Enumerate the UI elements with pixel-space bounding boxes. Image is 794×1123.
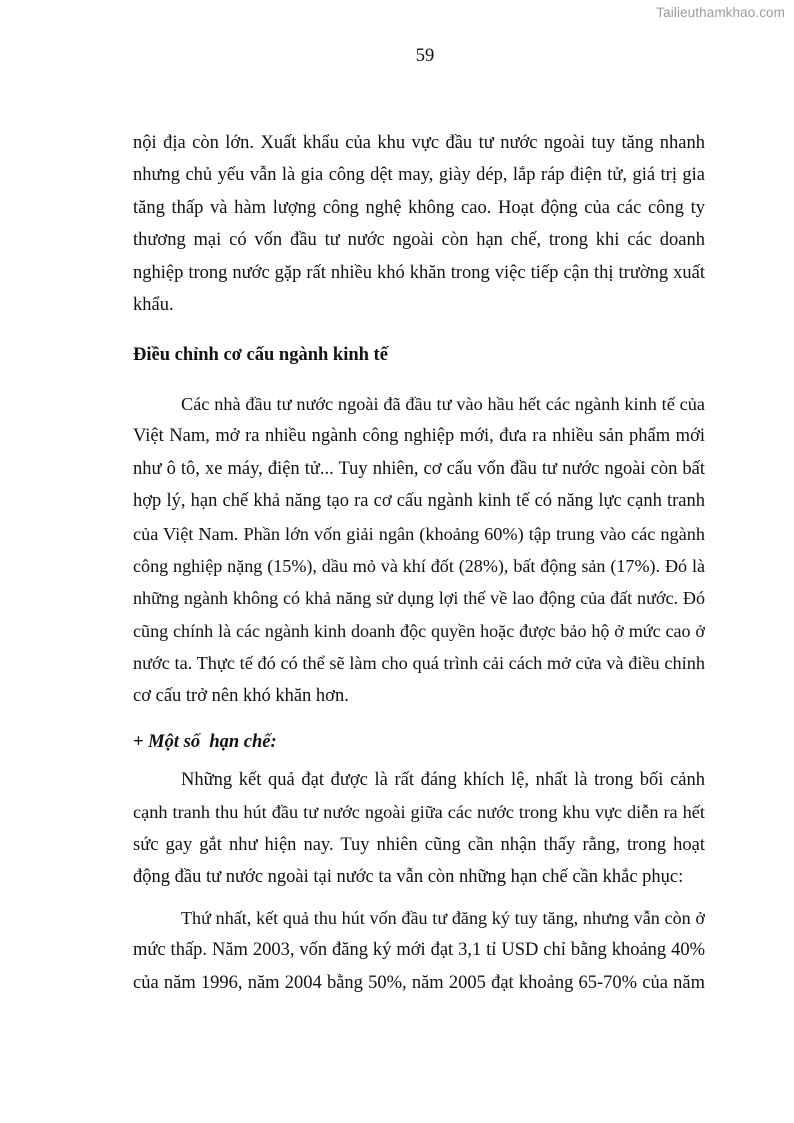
paragraph-line: hợp lý, hạn chế khả năng tạo ra cơ cấu ngành kinh tế có năng lực cạnh tranh xyxy=(133,491,705,512)
watermark-text: Tailieuthamkhao.com xyxy=(656,5,785,20)
paragraph xyxy=(133,388,705,712)
paragraph-line: động đầu tư nước ngoài tại nước ta vẫn còn những hạn chế cần khắc phục: xyxy=(133,867,684,888)
paragraph-line: của Việt Nam. Phần lớn vốn giải ngân (khoảng 60%) tập trung vào các ngành xyxy=(133,523,705,544)
paragraph-line: như ô tô, xe máy, điện tử... Tuy nhiên, cơ cấu vốn đầu tư nước ngoài còn bất xyxy=(133,458,705,479)
paragraph-line: cũng chính là các ngành kinh doanh độc quyền hoặc được bảo hộ ở mức cao ở xyxy=(133,620,705,641)
paragraph xyxy=(133,902,705,999)
paragraph-line: những ngành không có khả năng sử dụng lợi thế về lao động của đất nước. Đó xyxy=(133,588,705,609)
paragraph-line: công nghiệp nặng (15%), dầu mỏ và khí đốt (28%), bất động sản (17%). Đó là xyxy=(133,555,705,576)
subsection-heading: + Một số hạn chế: xyxy=(133,732,277,752)
paragraph-line: Những kết quả đạt được là rất đáng khích lệ, nhất là trong bối cảnh xyxy=(181,770,705,790)
paragraph-line: cơ cấu trở nên khó khăn hơn. xyxy=(133,685,349,706)
paragraph-line: cạnh tranh thu hút đầu tư nước ngoài giữa các nước trong khu vực diễn ra hết xyxy=(133,802,705,823)
paragraph-line: Việt Nam, mở ra nhiều ngành công nghiệp mới, đưa ra nhiều sản phẩm mới xyxy=(133,426,705,447)
paragraph-line: Thứ nhất, kết quả thu hút vốn đầu tư đăng ký tuy tăng, nhưng vẫn còn ở xyxy=(181,908,705,928)
paragraph-line: sức gay gắt như hiện nay. Tuy nhiên cũng cần nhận thấy rằng, trong hoạt xyxy=(133,834,705,855)
section-heading: Điều chỉnh cơ cấu ngành kinh tế xyxy=(133,345,388,365)
paragraph-line: nước ta. Thực tế đó có thể sẽ làm cho quá trình cải cách mở cửa và điều chỉnh xyxy=(133,653,705,674)
paragraph-line: thương mại có vốn đầu tư nước ngoài còn hạn chế, trong khi các doanh xyxy=(133,230,705,251)
paragraph xyxy=(133,764,705,894)
page-number: 59 xyxy=(415,46,435,66)
paragraph-line: nhưng chủ yếu vẫn là gia công dệt may, giày dép, lắp ráp điện tử, giá trị gia xyxy=(133,165,705,186)
paragraph-line: tăng thấp và hàm lượng công nghệ không cao. Hoạt động của các công ty xyxy=(133,197,705,218)
paragraph-line: Các nhà đầu tư nước ngoài đã đầu tư vào hầu hết các ngành kinh tế của xyxy=(181,394,705,414)
paragraph xyxy=(133,127,705,321)
paragraph-line: nghiệp trong nước gặp rất nhiều khó khăn trong việc tiếp cận thị trường xuất xyxy=(133,262,705,283)
paragraph-line: khẩu. xyxy=(133,294,174,315)
paragraph-line: mức thấp. Năm 2003, vốn đăng ký mới đạt 3,1 tỉ USD chỉ bằng khoảng 40% xyxy=(133,940,705,961)
paragraph-line: nội địa còn lớn. Xuất khẩu của khu vực đầu tư nước ngoài tuy tăng nhanh xyxy=(133,133,705,153)
paragraph-line: của năm 1996, năm 2004 bằng 50%, năm 2005 đạt khoảng 65-70% của năm xyxy=(133,972,705,993)
